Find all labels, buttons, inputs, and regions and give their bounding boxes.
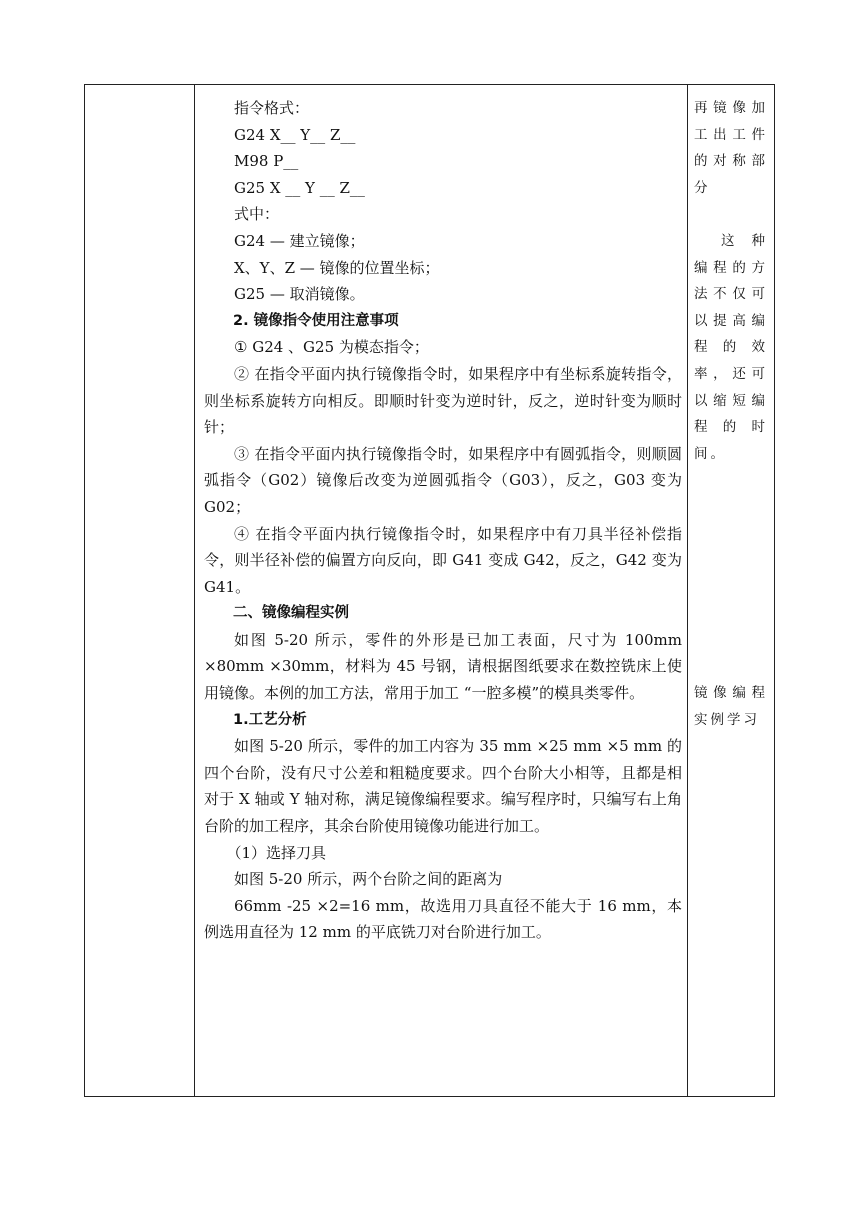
side-note-mirror: [694, 95, 768, 201]
side-note-example: [694, 680, 768, 733]
heading-tool: （1）选择刀具: [226, 843, 327, 862]
side-note-example-text: 镜像编程实例学习: [694, 685, 768, 728]
left-column: [85, 85, 195, 1096]
format-label: 指令格式：: [234, 99, 310, 117]
format-line-g24: G24 X__ Y__ Z__: [234, 125, 356, 144]
example-intro: 如图 5-20 所示，零件的外形是已加工表面，尺寸为 100mm ×80mm ×30mm，材料为 45 号钢，请根据图纸要求在数控铣床上使用镜像。本例的加工方法，常用于加工 “一腔多模”的模具类零件。: [204, 630, 682, 703]
format-line-m98: M98 P__: [234, 152, 299, 171]
def-g24: G24 — 建立镜像；: [234, 231, 365, 250]
def-g25: G25 — 取消镜像。: [234, 285, 365, 304]
tool-line-1: 如图 5-20 所示，两个台阶之间的距离为: [234, 870, 503, 889]
side-note-efficiency: [694, 228, 768, 467]
process-text: 如图 5-20 所示，零件的加工内容为 35 mm ×25 mm ×5 mm 的四个台阶，没有尺寸公差和粗糙度要求。四个台阶大小相等，且都是相对于 X 轴或 Y 轴对称，满足镜像编程要求。编写程序时，只编写右上角台阶的加工程序，其余台阶使用镜像功能进行加工。: [204, 737, 682, 836]
lesson-table: [84, 84, 775, 1097]
where-label: 式中：: [234, 205, 280, 224]
side-note-efficiency-text: 这种编程的方法不仅可以提高编程的效率，还可以缩短编程的时间。: [694, 233, 768, 462]
note-2: ② 在指令平面内执行镜像指令时，如果程序中有坐标系旋转指令，则坐标系旋转方向相反。即顺时针变为逆时针，反之，逆时针变为顺时针；: [204, 364, 682, 437]
side-notes-column: [688, 85, 774, 1096]
note-1: ① G24 、G25 为模态指令；: [234, 338, 429, 357]
side-note-mirror-text: 再镜像加工出工件的对称部分: [694, 100, 768, 196]
heading-notes: 2. 镜像指令使用注意事项: [233, 312, 399, 329]
tool-line-2: 66mm -25 ×2=16 mm，故选用刀具直径不能大于 16 mm，本例选用直径为 12 mm 的平底铣刀对台阶进行加工。: [204, 896, 682, 942]
note-4: ④ 在指令平面内执行镜像指令时，如果程序中有刀具半径补偿指令，则半径补偿的偏置方向反向，即 G41 变成 G42，反之，G42 变为 G41。: [204, 524, 682, 596]
heading-process: 1.工艺分析: [233, 711, 307, 728]
def-xyz: X、Y、Z — 镜像的位置坐标；: [234, 258, 440, 277]
note-3: ③ 在指令平面内执行镜像指令时，如果程序中有圆弧指令，则顺圆弧指令（G02）镜像后改变为逆圆弧指令（G03），反之，G03 变为 G02；: [204, 444, 682, 516]
format-line-g25: G25 X __ Y __ Z__: [234, 178, 365, 197]
main-column: [195, 85, 688, 1096]
heading-example: 二、镜像编程实例: [233, 605, 349, 622]
main-content: [204, 95, 682, 946]
